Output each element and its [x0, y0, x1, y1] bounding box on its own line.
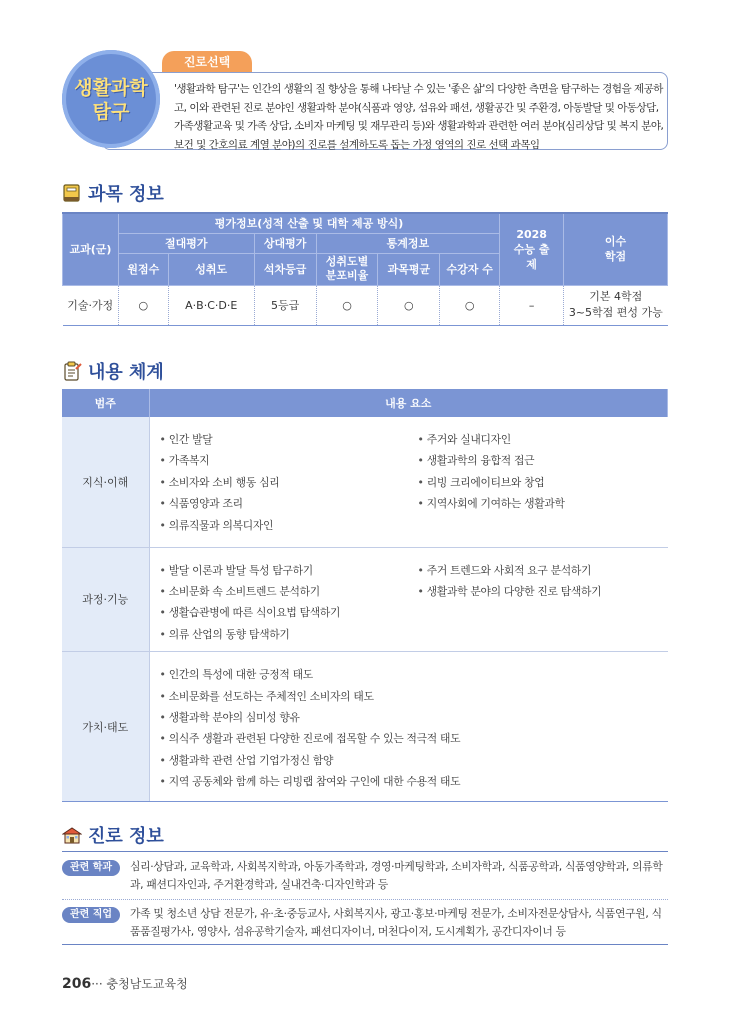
list-item: • 발달 이론과 발달 특성 탐구하기: [160, 560, 418, 581]
cell-rank-grade: 5등급: [254, 285, 316, 325]
header-elements: 내용 요소: [149, 389, 668, 417]
career-bottom-divider: [62, 944, 668, 945]
subject-title-line2: 탐구: [92, 101, 130, 123]
knowledge-elements: [149, 417, 668, 547]
dept-text: 심리·상담과, 교육학과, 사회복지학과, 아동가족학과, 경영·마케팅학과, 소비자학과, 식품공학과, 식품영양학과, 의류학과, 패션디자인과, 주거환경학과, 실내건축·디자인학과 등: [130, 860, 663, 891]
credit-line1: 기본 4학점: [589, 290, 643, 303]
related-departments: [62, 858, 668, 894]
list-item: • 의류직물과 의복디자인: [160, 515, 418, 536]
list-item: • 인간의 특성에 대한 긍정적 태도: [160, 664, 668, 685]
list-item: • 주거 트렌드와 사회적 요구 분석하기: [418, 560, 668, 581]
knowledge-right-list: [418, 429, 668, 536]
list-item: • 가족복지: [160, 450, 418, 471]
list-item: • 소비자와 소비 행동 심리: [160, 472, 418, 493]
process-elements: [149, 547, 668, 652]
subject-header: [62, 48, 672, 152]
header-distribution: [316, 253, 378, 285]
cell-group: 기술·가정: [63, 285, 119, 325]
section-title: 내용 체계: [88, 362, 164, 383]
list-item: • 의류 산업의 동향 탐색하기: [160, 624, 418, 645]
header-raw-score: 원점수: [118, 253, 168, 285]
header-dist-line1: 성취도별: [325, 255, 369, 268]
section-title: 과목 정보: [88, 184, 164, 205]
subject-description: '생활과학 탐구'는 인간의 생활의 질 향상을 통해 나타날 수 있는 '좋은 삶'의 다양한 측면을 탐구하는 경험을 제공하고, 이와 관련된 진로 분야인 생활과학 분야(식품과 영양, 섬유와 패션, 생활공간 및 주환경, 아동발달 및 아동상담, 가족생활교육 및 가족 상담, 소비자 마케팅 및 재무관리 등)와 생활과학과 관련한 여러 분야(심리상담 및 복지 분야, 보건 및 간호의료 계열 분야)의 진로를 설계하도록 돕는 가정 영역의 진로 선택 과목임: [174, 83, 664, 151]
publisher-name: 충청남도교육청: [106, 977, 188, 991]
page-footer: [62, 975, 188, 992]
list-item: • 소비문화 속 소비트렌드 분석하기: [160, 581, 418, 602]
list-item: • 생활과학 관련 산업 기업가정신 함양: [160, 750, 668, 771]
category-values: 가치·태도: [62, 652, 149, 802]
cell-achievement: A·B·C·D·E: [168, 285, 254, 325]
career-separator: [62, 899, 668, 900]
clipboard-icon: [62, 361, 82, 381]
list-item: • 지역 공동체와 함께 하는 리빙랩 참여와 구인에 대한 수용적 태도: [160, 771, 668, 792]
list-item: • 주거와 실내디자인: [418, 429, 668, 450]
dept-badge: 관련 학과: [62, 860, 120, 876]
school-icon: [62, 825, 82, 845]
header-rank-grade: 석차등급: [254, 253, 316, 285]
list-item: • 인간 발달: [160, 429, 418, 450]
cell-students: ○: [440, 285, 500, 325]
list-item: • 생활과학 분야의 심미성 향유: [160, 707, 668, 728]
subject-info-heading: [62, 180, 164, 206]
header-credit: [564, 213, 668, 285]
section-title: 진로 정보: [88, 826, 164, 847]
header-eval-info: 평가정보(성적 산출 및 대학 제공 방식): [118, 213, 499, 233]
cell-csat: –: [500, 285, 564, 325]
list-item: • 리빙 크리에이티브와 창업: [418, 472, 668, 493]
subject-title-line1: 생활과학: [74, 77, 148, 99]
list-item: • 생활습관병에 따른 식이요법 탐색하기: [160, 602, 418, 623]
process-right-list: [418, 560, 668, 646]
list-item: • 생활과학 분야의 다양한 진로 탐색하기: [418, 581, 668, 602]
cell-credit: [564, 285, 668, 325]
header-dist-line2: 분포비율: [325, 269, 369, 282]
subject-title: [62, 76, 160, 124]
book-icon: [62, 183, 82, 203]
career-top-divider: [62, 851, 668, 852]
process-left-list: [160, 560, 418, 646]
credit-line2: 3~5학점 편성 가능: [568, 306, 663, 319]
career-heading: [62, 822, 164, 848]
list-item: • 소비문화를 선도하는 주체적인 소비자의 태도: [160, 686, 668, 707]
list-item: • 지역사회에 기여하는 생활과학: [418, 493, 668, 514]
cell-course-avg: ○: [378, 285, 440, 325]
footer-separator: ···: [91, 977, 103, 991]
content-system-heading: [62, 358, 164, 384]
table-row: [62, 652, 668, 802]
header-category: 범주: [62, 389, 149, 417]
job-text: 가족 및 청소년 상담 전문가, 유·초·중등교사, 사회복지사, 광고·홍보·마케팅 전문가, 소비자전문상담사, 식품연구원, 식품품질평가사, 영양사, 섬유공학기술자, 패션디자이너, 머천다이저, 도시계획가, 공간디자이너 등: [130, 907, 662, 938]
header-stats: 통계정보: [316, 233, 500, 253]
header-csat: [500, 213, 564, 285]
job-badge: 관련 직업: [62, 907, 120, 923]
category-process: 과정·기능: [62, 547, 149, 652]
header-students: 수강자 수: [440, 253, 500, 285]
header-group: 교과(군): [63, 213, 119, 285]
values-elements: [149, 652, 668, 802]
list-item: • 생활과학의 융합적 접근: [418, 450, 668, 471]
related-jobs: [62, 905, 668, 941]
cell-distribution: ○: [316, 285, 378, 325]
header-achievement: 성취도: [168, 253, 254, 285]
category-knowledge: 지식·이해: [62, 417, 149, 547]
subject-info-table: [62, 212, 668, 326]
values-list: [160, 664, 668, 792]
header-relative: 상대평가: [254, 233, 316, 253]
page-number: 206: [62, 976, 92, 992]
list-item: • 의식주 생활과 관련된 다양한 진로에 접목할 수 있는 적극적 태도: [160, 728, 668, 749]
table-row: [62, 547, 668, 652]
header-csat-label: 2028 수능 출제: [513, 227, 550, 271]
knowledge-left-list: [160, 429, 418, 536]
list-item: • 식품영양과 조리: [160, 493, 418, 514]
header-absolute: 절대평가: [118, 233, 254, 253]
table-row: [63, 285, 668, 325]
elective-tag: 진로선택: [162, 51, 252, 73]
header-course-avg: 과목평균: [378, 253, 440, 285]
table-row: [62, 417, 668, 547]
content-system-table: [62, 389, 668, 802]
header-credit-label: 이수 학점: [604, 235, 627, 264]
cell-raw-score: ○: [118, 285, 168, 325]
